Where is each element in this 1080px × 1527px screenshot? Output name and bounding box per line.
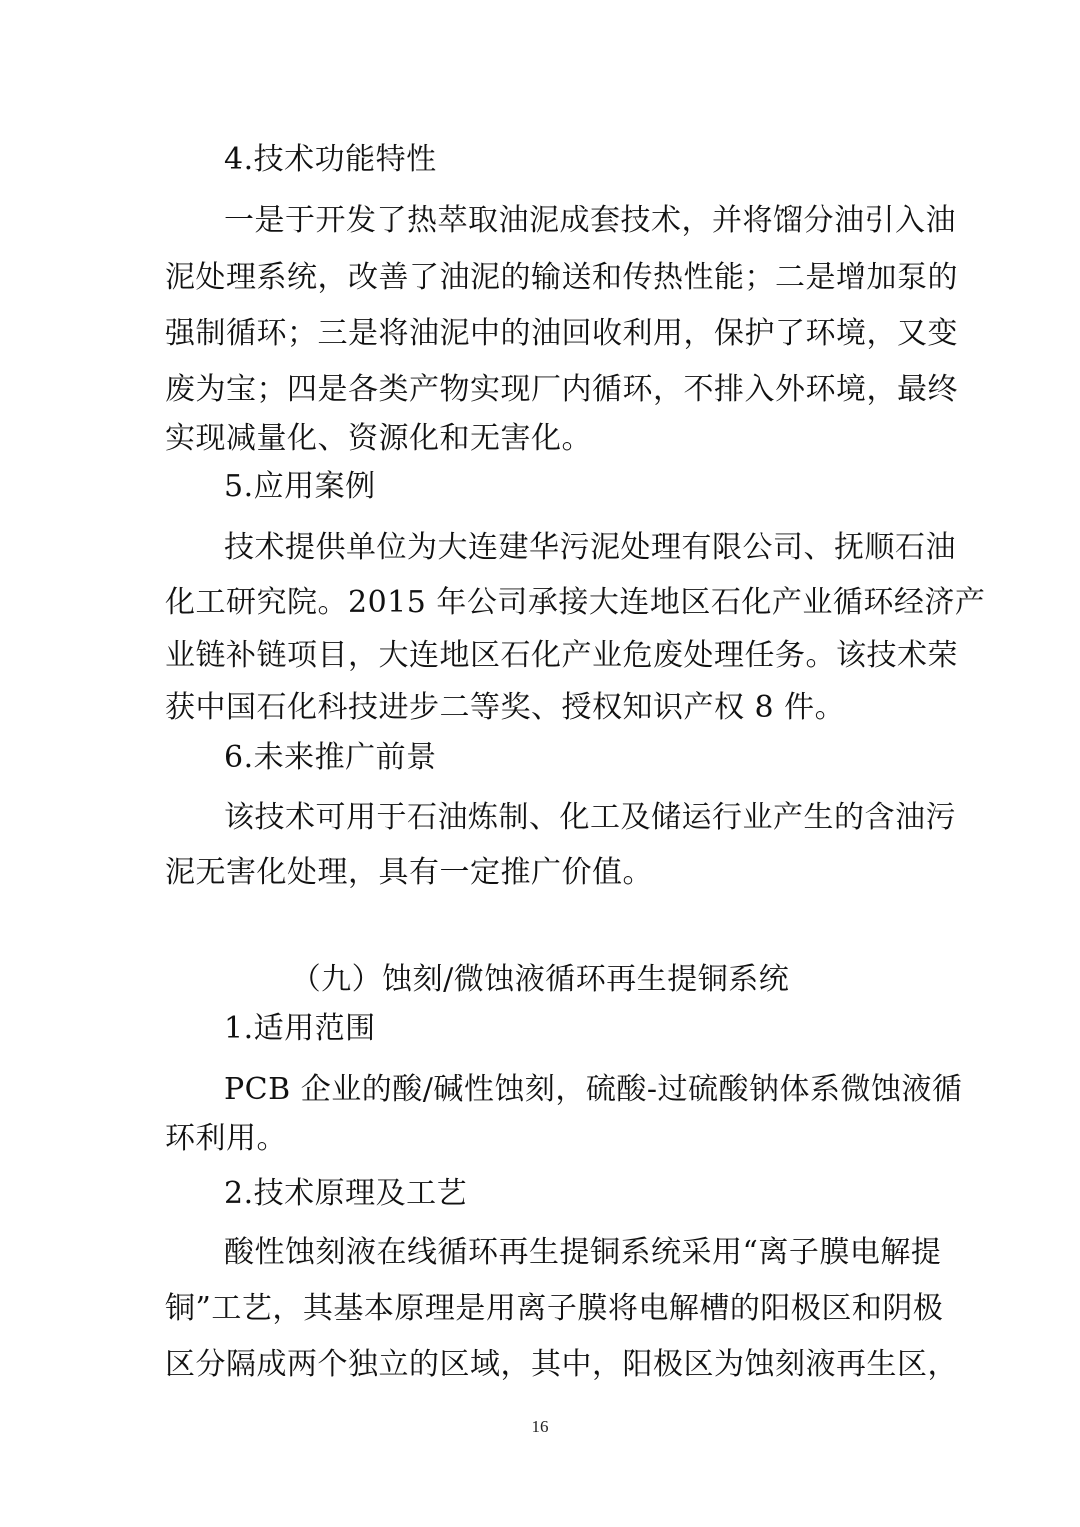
heading-application-case: 5.应用案例	[224, 469, 376, 504]
paragraph-line: 技术提供单位为大连建华污泥处理有限公司、抚顺石油	[224, 530, 956, 565]
section-title: （九）蚀刻/微蚀液循环再生提铜系统	[290, 962, 790, 997]
paragraph-line: 获中国石化科技进步二等奖、授权知识产权 8 件。	[165, 690, 846, 725]
heading-scope: 1.适用范围	[224, 1011, 376, 1046]
paragraph-line: 环利用。	[165, 1121, 287, 1156]
heading-principle-process: 2.技术原理及工艺	[224, 1176, 468, 1211]
paragraph-line: 泥无害化处理，具有一定推广价值。	[165, 855, 653, 890]
page-number: 16	[531, 1417, 549, 1436]
paragraph-line: 泥处理系统，改善了油泥的输送和传热性能；二是增加泵的	[165, 260, 958, 295]
paragraph-line: 一是于开发了热萃取油泥成套技术，并将馏分油引入油	[224, 203, 956, 238]
paragraph-line: 实现减量化、资源化和无害化。	[165, 421, 592, 456]
paragraph-line: 区分隔成两个独立的区域，其中，阳极区为蚀刻液再生区，	[165, 1347, 958, 1382]
paragraph-line: 该技术可用于石油炼制、化工及储运行业产生的含油污	[224, 800, 956, 835]
paragraph-line: 废为宝；四是各类产物实现厂内循环，不排入外环境，最终	[165, 372, 958, 407]
paragraph-line: PCB 企业的酸/碱性蚀刻，硫酸-过硫酸钠体系微蚀液循	[224, 1072, 963, 1107]
heading-future-prospects: 6.未来推广前景	[224, 740, 437, 775]
paragraph-line: 铜”工艺，其基本原理是用离子膜将电解槽的阳极区和阴极	[165, 1291, 944, 1326]
paragraph-line: 强制循环；三是将油泥中的油回收利用，保护了环境，又变	[165, 316, 958, 351]
paragraph-line: 业链补链项目，大连地区石化产业危废处理任务。该技术荣	[165, 638, 958, 673]
paragraph-line: 化工研究院。2015 年公司承接大连地区石化产业循环经济产	[165, 585, 986, 620]
paragraph-line: 酸性蚀刻液在线循环再生提铜系统采用“离子膜电解提	[224, 1235, 942, 1270]
heading-tech-features: 4.技术功能特性	[224, 142, 437, 177]
